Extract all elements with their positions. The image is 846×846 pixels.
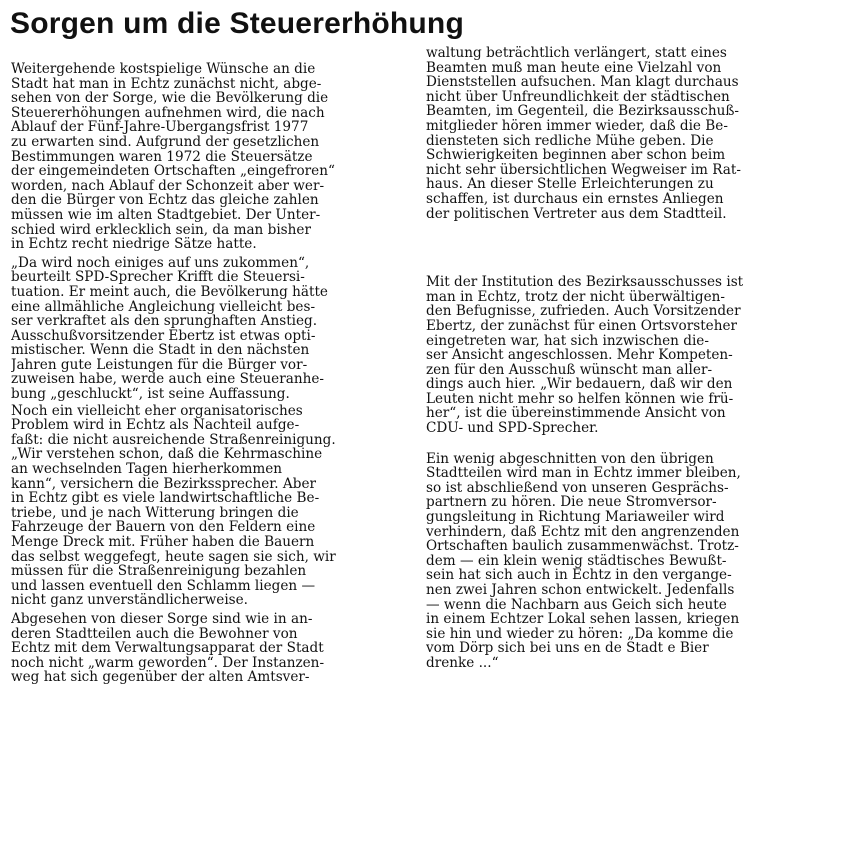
text-line: diensteten sich redliche Mühe geben. Die xyxy=(426,133,714,149)
text-line: Jahren gute Leistungen für die Bürger vor- xyxy=(11,357,308,373)
text-line: ser verkraftet als den sprunghaften Anstieg. xyxy=(11,314,318,329)
text-line: mistischer. Wenn die Stadt in den nächsten xyxy=(11,343,310,358)
text-line: Noch ein vielleicht eher organisatorisches xyxy=(11,403,303,419)
text-line: haus. An dieser Stelle Erleichterungen zu xyxy=(426,177,714,192)
text-line: Ausschußvorsitzender Ebertz ist etwas opti- xyxy=(11,328,316,344)
text-line: beurteilt SPD-Sprecher Krifft die Steuersi- xyxy=(11,270,305,285)
text-line: Mit der Institution des Bezirksausschusses ist xyxy=(426,275,744,290)
text-line: Beamten, im Gegenteil, die Bezirksausschuß- xyxy=(426,104,740,119)
text-line: zuweisen habe, werde auch eine Steueranhe- xyxy=(11,372,324,388)
paragraph xyxy=(11,612,407,685)
text-line: Abgesehen von dieser Sorge sind wie in an- xyxy=(11,611,313,627)
text-line: Schwierigkeiten beginnen aber schon beim xyxy=(426,148,726,163)
text-line: Fahrzeuge der Bauern von den Feldern eine xyxy=(11,520,316,535)
text-line: Ortschaften baulich zusammenwächst. Trotz- xyxy=(426,539,739,554)
text-line: CDU- und SPD-Sprecher. xyxy=(426,421,599,436)
paragraph xyxy=(426,452,835,671)
text-line: sehen von der Sorge, wie die Bevölkerung die xyxy=(11,91,329,106)
text-line: partnern zu hören. Die neue Stromversor- xyxy=(426,495,717,511)
paragraph xyxy=(426,275,835,436)
paragraph xyxy=(426,46,835,221)
text-line: bung „geschluckt“, ist seine Auffassung. xyxy=(11,387,290,402)
text-line: Menge Dreck mit. Früher haben die Bauern xyxy=(11,535,315,550)
text-line: sie hin und wieder zu hören: „Da komme die xyxy=(426,626,734,642)
article-headline: Sorgen um die Steuererhöhung xyxy=(10,7,464,40)
text-line: Stadt hat man in Echtz zunächst nicht, abge- xyxy=(11,76,322,92)
text-line: eingetreten war, hat sich inzwischen die- xyxy=(426,333,709,349)
text-line: Ablauf der Fünf-Jahre-Übergangsfrist 1977 xyxy=(11,120,309,135)
text-line: Beamten muß man heute eine Vielzahl von xyxy=(426,60,722,76)
text-line: Leuten nicht mehr so helfen können wie frü- xyxy=(426,391,734,407)
text-line: der politischen Vertreter aus dem Stadtteil. xyxy=(426,206,727,222)
text-line: dem — ein klein wenig städtisches Bewußt- xyxy=(426,553,727,569)
text-line: Dienststellen aufsuchen. Man klagt durchaus xyxy=(426,75,739,90)
text-line: nicht über Unfreundlichkeit der städtischen xyxy=(426,89,730,105)
text-line: müssen für die Straßenreinigung bezahlen xyxy=(11,564,307,579)
text-line: ser Ansicht angeschlossen. Mehr Kompeten- xyxy=(426,348,733,363)
text-line: „Wir verstehen schon, daß die Kehrmaschine xyxy=(11,447,323,463)
text-line: deren Stadtteilen auch die Bewohner von xyxy=(11,626,298,642)
text-line: in Echtz gibt es viele landwirtschaftliche Be- xyxy=(11,491,320,506)
paragraph xyxy=(11,404,407,608)
text-line: Weitergehende kostspielige Wünsche an die xyxy=(11,62,316,77)
text-line: waltung beträchtlich verlängert, statt eines xyxy=(426,46,727,61)
text-line: in einem Echtzer Lokal sehen lassen, kriegen xyxy=(426,612,740,627)
text-line: faßt: die nicht ausreichende Straßenreinigung. xyxy=(11,432,336,448)
text-line: so ist abschließend von unseren Gesprächs- xyxy=(426,480,729,496)
text-line: schaffen, ist durchaus ein ernstes Anliegen xyxy=(426,191,724,207)
text-line: her“, ist die übereinstimmende Ansicht von xyxy=(426,406,726,422)
text-line: weg hat sich gegenüber der alten Amtsver- xyxy=(11,670,310,685)
text-line: kann“, versichern die Bezirkssprecher. Aber xyxy=(11,476,316,492)
text-line: eine allmähliche Angleichung vielleicht bes- xyxy=(11,299,316,315)
text-line: gungsleitung in Richtung Mariaweiler wird xyxy=(426,510,725,525)
text-line: sein hat sich auch in Echtz in den vergange- xyxy=(426,568,732,583)
left-column xyxy=(11,62,407,685)
text-line: nicht ganz unverständlicherweise. xyxy=(11,593,249,608)
text-line: das selbst weggefegt, heute sagen sie sich, wir xyxy=(11,549,336,565)
text-line: den die Bürger von Echtz das gleiche zahlen xyxy=(11,193,319,208)
text-line: vom Dörp sich bei uns en de Stadt e Bier xyxy=(426,641,709,656)
text-line: und lassen eventuell den Schlamm liegen — xyxy=(11,578,316,594)
right-column xyxy=(426,46,835,671)
text-line: „Da wird noch einiges auf uns zukommen“, xyxy=(11,255,310,271)
paragraph xyxy=(11,256,407,402)
text-line: drenke ...“ xyxy=(426,655,499,671)
text-line: Ebertz, der zunächst für einen Ortsvorsteher xyxy=(426,318,738,334)
text-line: zu erwarten sind. Aufgrund der gesetzlichen xyxy=(11,134,320,150)
text-line: dings auch hier. „Wir bedauern, daß wir den xyxy=(426,377,733,392)
text-line: mitglieder hören immer wieder, daß die Be- xyxy=(426,118,728,134)
text-line: Steuererhöhungen aufnehmen wird, die nach xyxy=(11,105,325,121)
text-line: schied wird erklecklich sein, da man bisher xyxy=(11,222,311,238)
text-line: worden, nach Ablauf der Schonzeit aber wer- xyxy=(11,178,325,194)
text-line: Problem wird in Echtz als Nachteil aufge- xyxy=(11,418,300,433)
text-line: verhindern, daß Echtz mit den angrenzenden xyxy=(426,524,740,540)
text-line: Ein wenig abgeschnitten von den übrigen xyxy=(426,451,714,467)
text-line: nen zwei Jahren schon entwickelt. Jedenfalls xyxy=(426,583,735,598)
text-line: Bestimmungen waren 1972 die Steuersätze xyxy=(11,149,313,165)
text-line: der eingemeindeten Ortschaften „eingefroren“ xyxy=(11,164,335,179)
text-line: nicht sehr übersichtlichen Wegweiser im Rat- xyxy=(426,162,741,178)
text-line: triebe, und je nach Witterung bringen die xyxy=(11,505,299,521)
text-line: zen für den Ausschuß wünscht man aller- xyxy=(426,362,713,378)
text-line: man in Echtz, trotz der nicht überwältigen- xyxy=(426,289,725,305)
text-line: noch nicht „warm geworden“. Der Instanzen- xyxy=(11,655,325,671)
text-line: tuation. Er meint auch, die Bevölkerung hätte xyxy=(11,284,328,300)
text-line: — wenn die Nachbarn aus Geich sich heute xyxy=(426,597,727,613)
text-line: an wechselnden Tagen hierherkommen xyxy=(11,462,283,477)
text-line: Echtz mit dem Verwaltungsapparat der Stadt xyxy=(11,641,324,656)
text-line: müssen wie im alten Stadtgebiet. Der Unter- xyxy=(11,207,321,223)
text-line: Stadtteilen wird man in Echtz immer bleiben, xyxy=(426,466,741,481)
text-line: in Echtz recht niedrige Sätze hatte. xyxy=(11,237,257,252)
text-line: den Befugnisse, zufrieden. Auch Vorsitzender xyxy=(426,304,741,319)
paragraph xyxy=(11,62,407,252)
